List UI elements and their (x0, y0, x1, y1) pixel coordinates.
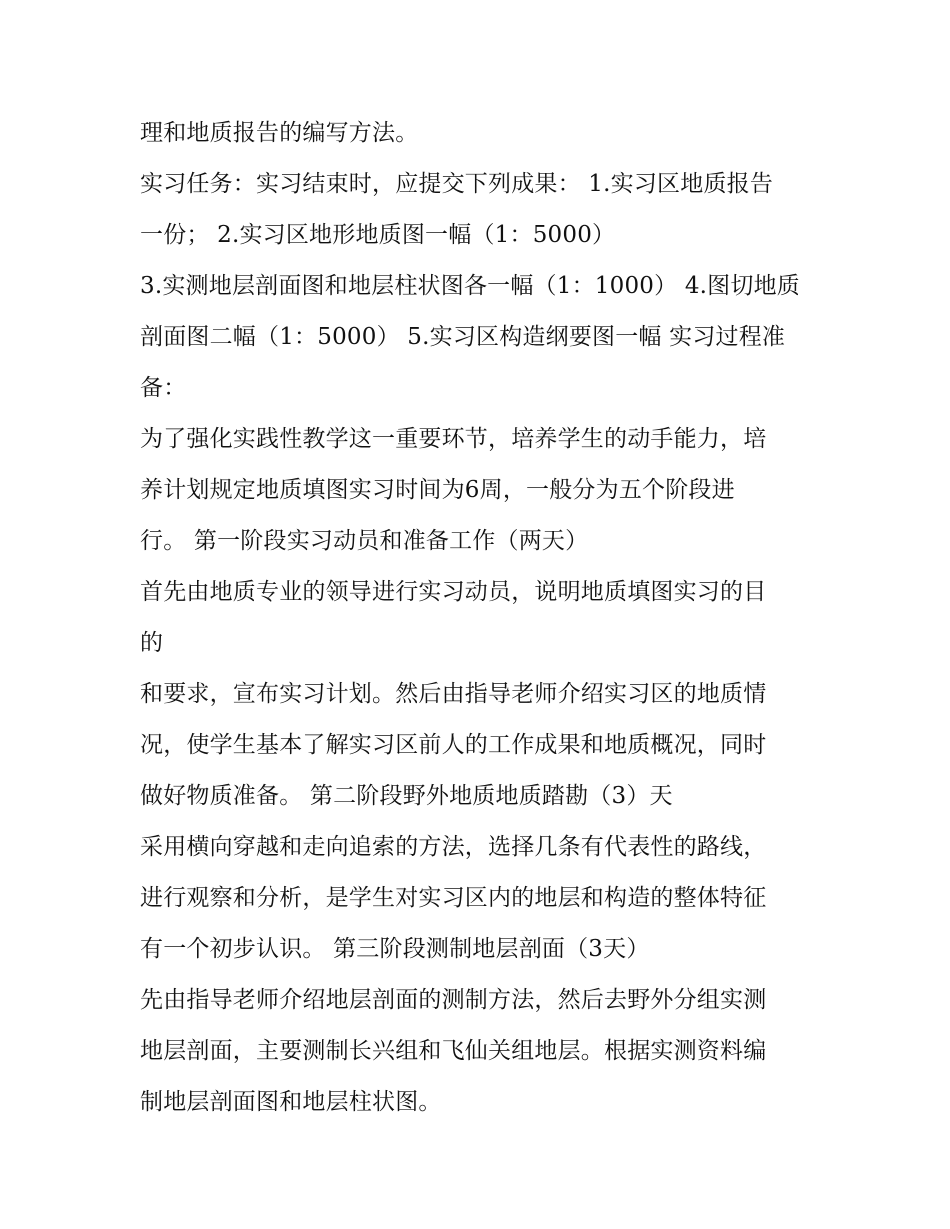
text-line: 备： (140, 375, 187, 401)
text-line: 剖面图二幅（1：5000） 5.实习区构造纲要图一幅 实习过程准 (140, 324, 786, 350)
text-line: 制地层剖面图和地层柱状图。 (140, 1089, 442, 1115)
text-line: 3.实测地层剖面图和地层柱状图各一幅（1：1000） 4.图切地质 (140, 273, 800, 299)
text-line: 为了强化实践性教学这一重要环节，培养学生的动手能力，培 (140, 426, 767, 452)
text-line: 的 (140, 630, 164, 656)
text-line: 实习任务：实习结束时，应提交下列成果： 1.实习区地质报告 (140, 171, 774, 197)
text-line: 行。 第一阶段实习动员和准备工作（两天） (140, 528, 589, 554)
text-line: 理和地质报告的编写方法。 (140, 120, 419, 146)
text-line: 养计划规定地质填图实习时间为6周，一般分为五个阶段进 (140, 477, 735, 503)
text-line: 和要求，宣布实习计划。然后由指导老师介绍实习区的地质情 (140, 681, 767, 707)
text-line: 采用横向穿越和走向追索的方法，选择几条有代表性的路线， (140, 834, 767, 860)
text-line: 做好物质准备。 第二阶段野外地质地质踏勘（3）天 (140, 783, 673, 809)
text-line: 有一个初步认识。 第三阶段测制地层剖面（3天） (140, 936, 650, 962)
text-line: 地层剖面，主要测制长兴组和飞仙关组地层。根据实测资料编 (140, 1038, 767, 1064)
text-line: 一份； 2.实习区地形地质图一幅（1：5000） (140, 222, 616, 248)
text-line: 况，使学生基本了解实习区前人的工作成果和地质概况，同时 (140, 732, 767, 758)
text-line: 进行观察和分析，是学生对实习区内的地层和构造的整体特征 (140, 885, 767, 911)
document-body (140, 108, 820, 1128)
text-line: 先由指导老师介绍地层剖面的测制方法，然后去野外分组实测 (140, 987, 767, 1013)
text-line: 首先由地质专业的领导进行实习动员，说明地质填图实习的目 (140, 579, 767, 605)
